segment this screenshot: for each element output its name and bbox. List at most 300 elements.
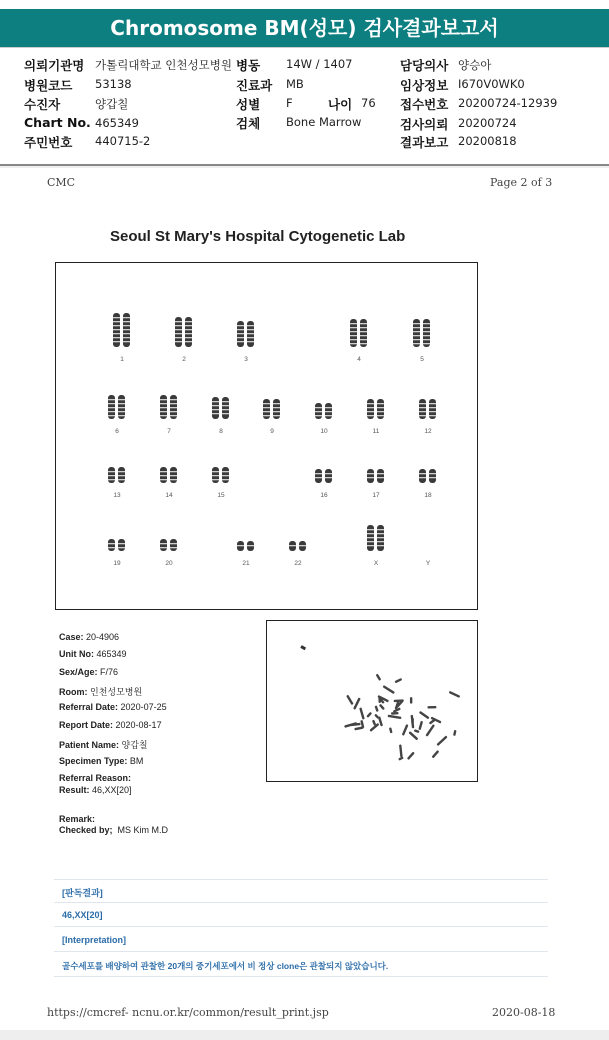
chromosome-band: [108, 479, 115, 480]
chromosome-band: [419, 411, 426, 412]
chromosome-band: [118, 479, 125, 480]
chromosome-band: [118, 415, 125, 416]
chromosome-band: [123, 341, 130, 342]
chromosome: [289, 541, 296, 551]
label-test-request: 검사의뢰: [400, 117, 449, 132]
chromosome-band: [237, 341, 244, 342]
chromosome: [113, 313, 120, 347]
room-row: Room: 인천성모병원: [59, 687, 143, 697]
chromosome: [160, 467, 167, 483]
chromosome-band: [108, 407, 115, 408]
chromosome-band: [325, 407, 332, 408]
chromosome-band: [315, 477, 322, 478]
chromosome-band: [113, 337, 120, 338]
scanned-report-page: [0, 168, 609, 1030]
chromosome-band: [118, 403, 125, 404]
chromosome-body: [325, 469, 332, 483]
patient-name-row: Patient Name: 양갑칠: [59, 740, 148, 750]
chromosome-band: [360, 335, 367, 336]
chromosome: [108, 467, 115, 483]
lab-title: Seoul St Mary's Hospital Cytogenetic Lab: [110, 228, 406, 245]
chromosome-band: [123, 325, 130, 326]
chromosome-band: [108, 399, 115, 400]
chromosome-band: [377, 533, 384, 534]
chromosome-band: [175, 341, 182, 342]
chromosome-body: [429, 469, 436, 483]
report-date-value: 2020-08-17: [115, 720, 162, 730]
chromosome-band: [325, 477, 332, 478]
chromosome: [170, 395, 177, 419]
metaphase-chromosome: [366, 712, 372, 718]
chromosome-band: [237, 337, 244, 338]
chromosome-band: [185, 321, 192, 322]
interpretation-text: 골수세포를 배양하여 관찰한 20개의 중기세포에서 비 정상 clone은 관찰되지 않았습니다.: [62, 961, 389, 971]
chromosome-band: [377, 541, 384, 542]
title-bar: [0, 0, 609, 48]
room-value: 인천성모병원: [90, 687, 143, 697]
chromosome-band: [429, 411, 436, 412]
chromosome-band: [222, 405, 229, 406]
divider: [54, 926, 548, 927]
metaphase-chromosome: [375, 705, 379, 712]
karyotype-label: 7: [167, 428, 171, 435]
label-chart-no: Chart No.: [24, 115, 91, 130]
chromosome-band: [367, 533, 374, 534]
chromosome: [108, 539, 115, 551]
chromosome-band: [299, 545, 306, 546]
chromosome-band: [212, 409, 219, 410]
chromosome-band: [170, 543, 177, 544]
chromosome-band: [237, 325, 244, 326]
value-resident-no: 440715-2: [95, 134, 151, 148]
chromosome: [350, 319, 357, 347]
chromosome: [247, 321, 254, 347]
chromosome-band: [367, 415, 374, 416]
metaphase-chromosome: [353, 697, 361, 709]
chromosome: [123, 313, 130, 347]
divider: [54, 902, 548, 903]
chromosome-body: [108, 539, 115, 551]
chromosome-body: [212, 397, 219, 419]
metaphase-chromosome: [410, 697, 412, 703]
chromosome: [429, 399, 436, 419]
patient-info-header: [0, 48, 609, 166]
chromosome-band: [350, 331, 357, 332]
debris-speck: [300, 645, 306, 650]
chromosome-band: [170, 547, 177, 548]
karyotype-label: 2: [182, 356, 186, 363]
chromosome-band: [350, 339, 357, 340]
metaphase-chromosome: [389, 727, 393, 733]
chromosome-band: [175, 321, 182, 322]
karyogram-svg: [56, 263, 476, 608]
chromosome-band: [160, 399, 167, 400]
report-date-row: Report Date: 2020-08-17: [59, 720, 162, 730]
chromosome-band: [429, 407, 436, 408]
chromosome-band: [263, 411, 270, 412]
chromosome: [377, 399, 384, 419]
value-result-report: 20200818: [458, 134, 517, 148]
chromosome-band: [423, 327, 430, 328]
karyotype-label: 4: [357, 356, 361, 363]
metaphase-chromosome: [425, 724, 435, 737]
metaphase-chromosome: [346, 695, 354, 705]
chromosome-band: [222, 475, 229, 476]
label-result-report: 결과보고: [400, 135, 449, 150]
chromosome-band: [113, 333, 120, 334]
chromosome-band: [247, 333, 254, 334]
metaphase-chromosome: [402, 724, 409, 736]
karyotype-label: 17: [372, 492, 380, 499]
chromosome-band: [108, 415, 115, 416]
label-resident-no: 주민번호: [24, 135, 73, 150]
chromosome-band: [222, 479, 229, 480]
chromosome-band: [123, 321, 130, 322]
chromosome-band: [170, 479, 177, 480]
chromosome-band: [118, 475, 125, 476]
value-receipt-no: 20200724-12939: [458, 96, 558, 110]
print-date: 2020-08-18: [492, 1006, 556, 1019]
checked-by-row: Checked by; MS Kim M.D: [59, 825, 169, 835]
chromosome-band: [118, 407, 125, 408]
chromosome-band: [367, 529, 374, 530]
chromosome-band: [222, 409, 229, 410]
chromosome: [212, 397, 219, 419]
chromosome-band: [419, 407, 426, 408]
chromosome: [315, 403, 322, 419]
chromosome-band: [367, 537, 374, 538]
chromosome-band: [108, 471, 115, 472]
case-value: 20-4906: [86, 632, 120, 642]
result-karyotype: 46,XX[20]: [62, 910, 103, 920]
chromosome-band: [315, 411, 322, 412]
chromosome-band: [423, 335, 430, 336]
value-sex: F: [286, 96, 293, 110]
chromosome-body: [367, 469, 374, 483]
chromosome-band: [170, 403, 177, 404]
chromosome-band: [212, 471, 219, 472]
chromosome: [118, 467, 125, 483]
value-department: MB: [286, 77, 304, 91]
chromosome: [160, 539, 167, 551]
karyotype-label: 5: [420, 356, 424, 363]
value-ward: 14W / 1407: [286, 57, 353, 71]
chromosome-band: [423, 331, 430, 332]
metaphase-chromosome: [407, 752, 415, 760]
chromosome-band: [160, 471, 167, 472]
chromosome: [377, 525, 384, 551]
result-row: Result: 46,XX[20]: [59, 785, 132, 795]
chromosome-band: [185, 341, 192, 342]
chromosome-band: [212, 405, 219, 406]
chromosome-band: [160, 411, 167, 412]
value-hospital-code: 53138: [95, 77, 132, 91]
karyotype-label: 22: [294, 560, 302, 567]
chromosome-band: [108, 411, 115, 412]
karyotype-label: 15: [217, 492, 225, 499]
chromosome: [263, 399, 270, 419]
chromosome-band: [325, 473, 332, 474]
chromosome-band: [118, 411, 125, 412]
metaphase-chromosome: [391, 712, 399, 715]
metaphase-chromosome: [379, 704, 385, 710]
chromosome-band: [118, 543, 125, 544]
chromosome-band: [118, 547, 125, 548]
chromosome-band: [377, 407, 384, 408]
chromosome: [367, 525, 374, 551]
chromosome-band: [247, 325, 254, 326]
divider: [54, 879, 548, 880]
label-specimen: 검체: [236, 116, 261, 131]
chromosome-band: [185, 325, 192, 326]
chromosome-band: [247, 545, 254, 546]
chromosome-band: [367, 411, 374, 412]
value-patient: 양갑칠: [95, 97, 129, 111]
label-ward: 병동: [236, 58, 261, 73]
chromosome: [273, 399, 280, 419]
label-age: 나이: [328, 97, 353, 112]
karyotype-label: 9: [270, 428, 274, 435]
label-sex: 성별: [236, 97, 261, 112]
chromosome-band: [212, 413, 219, 414]
metaphase-chromosome: [414, 729, 420, 733]
interpretation-heading: [Interpretation]: [62, 935, 126, 945]
chromosome-band: [108, 543, 115, 544]
chromosome-band: [273, 415, 280, 416]
chromosome-body: [160, 539, 167, 551]
chromosome-band: [170, 415, 177, 416]
chromosome-band: [247, 337, 254, 338]
chromosome-band: [367, 545, 374, 546]
chromosome: [325, 403, 332, 419]
specimen-type-row: Specimen Type: BM: [59, 756, 144, 766]
unit-row: Unit No: 465349: [59, 649, 127, 659]
label-hospital-code: 병원코드: [24, 78, 73, 93]
chromosome-band: [367, 403, 374, 404]
chromosome-band: [237, 329, 244, 330]
chromosome-body: [118, 539, 125, 551]
chromosome-band: [325, 411, 332, 412]
chromosome-band: [113, 329, 120, 330]
chromosome-band: [123, 337, 130, 338]
chromosome-band: [123, 317, 130, 318]
chromosome-band: [377, 529, 384, 530]
chromosome-band: [423, 339, 430, 340]
chromosome-band: [419, 415, 426, 416]
chromosome-band: [175, 329, 182, 330]
chromosome-band: [377, 477, 384, 478]
chromosome-band: [160, 479, 167, 480]
value-attending-doctor: 양승아: [458, 58, 492, 72]
chromosome: [419, 469, 426, 483]
chromosome-band: [429, 473, 436, 474]
label-requesting-institution: 의뢰기관명: [24, 58, 85, 73]
chromosome-band: [315, 473, 322, 474]
karyotype-label: 8: [219, 428, 223, 435]
chromosome: [237, 541, 244, 551]
metaphase-chromosome: [376, 674, 382, 681]
chromosome-band: [377, 403, 384, 404]
chromosome: [413, 319, 420, 347]
chromosome-band: [108, 547, 115, 548]
label-patient: 수진자: [24, 97, 61, 112]
chromosome-band: [273, 411, 280, 412]
referral-date-value: 2020-07-25: [120, 702, 167, 712]
chromosome-band: [113, 341, 120, 342]
chromosome-band: [377, 473, 384, 474]
chromosome-band: [360, 339, 367, 340]
chromosome-band: [423, 343, 430, 344]
chromosome-band: [419, 473, 426, 474]
chromosome-band: [160, 403, 167, 404]
doc-header-left: CMC: [47, 176, 76, 189]
chromosome-band: [185, 329, 192, 330]
chromosome-band: [263, 415, 270, 416]
chromosome-band: [113, 325, 120, 326]
metaphase-svg: [267, 621, 476, 780]
chromosome-band: [429, 477, 436, 478]
karyotype-label: 19: [113, 560, 121, 567]
chromosome-body: [419, 469, 426, 483]
chromosome-band: [360, 331, 367, 332]
chromosome-band: [118, 471, 125, 472]
divider: [54, 951, 548, 952]
value-specimen: Bone Marrow: [286, 115, 362, 129]
chromosome-band: [113, 317, 120, 318]
doc-page-number: Page 2 of 3: [490, 176, 553, 189]
chromosome-band: [247, 341, 254, 342]
karyotype-label: 1: [120, 356, 124, 363]
chromosome-band: [413, 327, 420, 328]
report-title: Chromosome BM(성모) 검사결과보고서: [0, 9, 609, 47]
label-receipt-no: 접수번호: [400, 97, 449, 112]
karyotype-label: X: [373, 560, 379, 567]
chromosome: [170, 539, 177, 551]
chromosome-band: [263, 407, 270, 408]
chromosome: [222, 397, 229, 419]
result-heading: [판독결과]: [62, 888, 103, 898]
chromosome-band: [350, 343, 357, 344]
karyotype-label: Y: [425, 560, 431, 567]
chromosome-body: [377, 469, 384, 483]
chromosome-band: [377, 537, 384, 538]
label-department: 진료과: [236, 78, 273, 93]
chromosome-band: [247, 329, 254, 330]
checked-by-value: MS Kim M.D: [117, 825, 169, 835]
patient-name-value: 양갑칠: [121, 740, 148, 750]
chromosome-band: [263, 403, 270, 404]
chromosome-band: [170, 407, 177, 408]
metaphase-chromosome: [359, 707, 365, 719]
value-requesting-institution: 가톨릭대학교 인천성모병원: [95, 58, 232, 72]
karyotype-label: 20: [165, 560, 173, 567]
chromosome: [170, 467, 177, 483]
metaphase-chromosome: [395, 678, 403, 683]
chromosome-band: [222, 413, 229, 414]
chromosome-band: [419, 403, 426, 404]
chromosome: [367, 399, 374, 419]
metaphase-chromosome: [378, 697, 381, 703]
chromosome-band: [185, 333, 192, 334]
chromosome-band: [170, 399, 177, 400]
chromosome-band: [160, 547, 167, 548]
chromosome: [237, 321, 244, 347]
metaphase-image: [266, 620, 478, 782]
metaphase-chromosome: [436, 735, 447, 746]
metaphase-chromosome: [383, 685, 395, 694]
chromosome-band: [315, 415, 322, 416]
chromosome-band: [325, 415, 332, 416]
label-clinical-info: 임상정보: [400, 78, 449, 93]
chromosome-band: [113, 321, 120, 322]
chromosome-band: [413, 331, 420, 332]
chromosome-band: [315, 407, 322, 408]
chromosome: [315, 469, 322, 483]
metaphase-chromosome: [427, 706, 436, 709]
chromosome-band: [423, 323, 430, 324]
chromosome-band: [170, 411, 177, 412]
chromosome: [118, 539, 125, 551]
value-age: 76: [361, 96, 376, 110]
chromosome-band: [367, 407, 374, 408]
chromosome-band: [160, 475, 167, 476]
chromosome: [118, 395, 125, 419]
chromosome-body: [315, 469, 322, 483]
chromosome-band: [413, 323, 420, 324]
chromosome-band: [377, 411, 384, 412]
value-test-request: 20200724: [458, 116, 517, 130]
metaphase-chromosome: [408, 731, 418, 740]
chromosome-band: [108, 475, 115, 476]
chromosome-band: [273, 407, 280, 408]
karyogram-image: [55, 262, 478, 610]
label-attending-doctor: 담당의사: [400, 58, 449, 73]
metaphase-chromosome: [419, 711, 430, 719]
karyotype-label: 16: [320, 492, 328, 499]
chromosome-band: [350, 335, 357, 336]
chromosome-band: [360, 327, 367, 328]
chromosome-band: [123, 333, 130, 334]
chromosome-band: [413, 343, 420, 344]
chromosome-band: [350, 323, 357, 324]
chromosome-band: [170, 475, 177, 476]
chromosome-band: [273, 403, 280, 404]
chromosome-band: [419, 477, 426, 478]
result-value: 46,XX[20]: [92, 785, 132, 795]
chromosome: [212, 467, 219, 483]
chromosome-band: [237, 545, 244, 546]
chromosome-body: [170, 539, 177, 551]
chromosome: [108, 395, 115, 419]
chromosome: [160, 395, 167, 419]
metaphase-chromosome: [432, 750, 440, 758]
chromosome-band: [175, 337, 182, 338]
chromosome-band: [175, 333, 182, 334]
metaphase-chromosome: [418, 721, 423, 730]
sexage-value: F/76: [100, 667, 119, 677]
chromosome-band: [160, 543, 167, 544]
metaphase-chromosome: [453, 730, 457, 736]
chromosome: [175, 317, 182, 347]
chromosome-band: [160, 415, 167, 416]
karyotype-label: 3: [244, 356, 248, 363]
chromosome: [222, 467, 229, 483]
chromosome-band: [377, 545, 384, 546]
metaphase-chromosome: [449, 691, 461, 698]
chromosome: [367, 469, 374, 483]
remark-row: Remark:: [59, 814, 96, 824]
chromosome-band: [367, 477, 374, 478]
